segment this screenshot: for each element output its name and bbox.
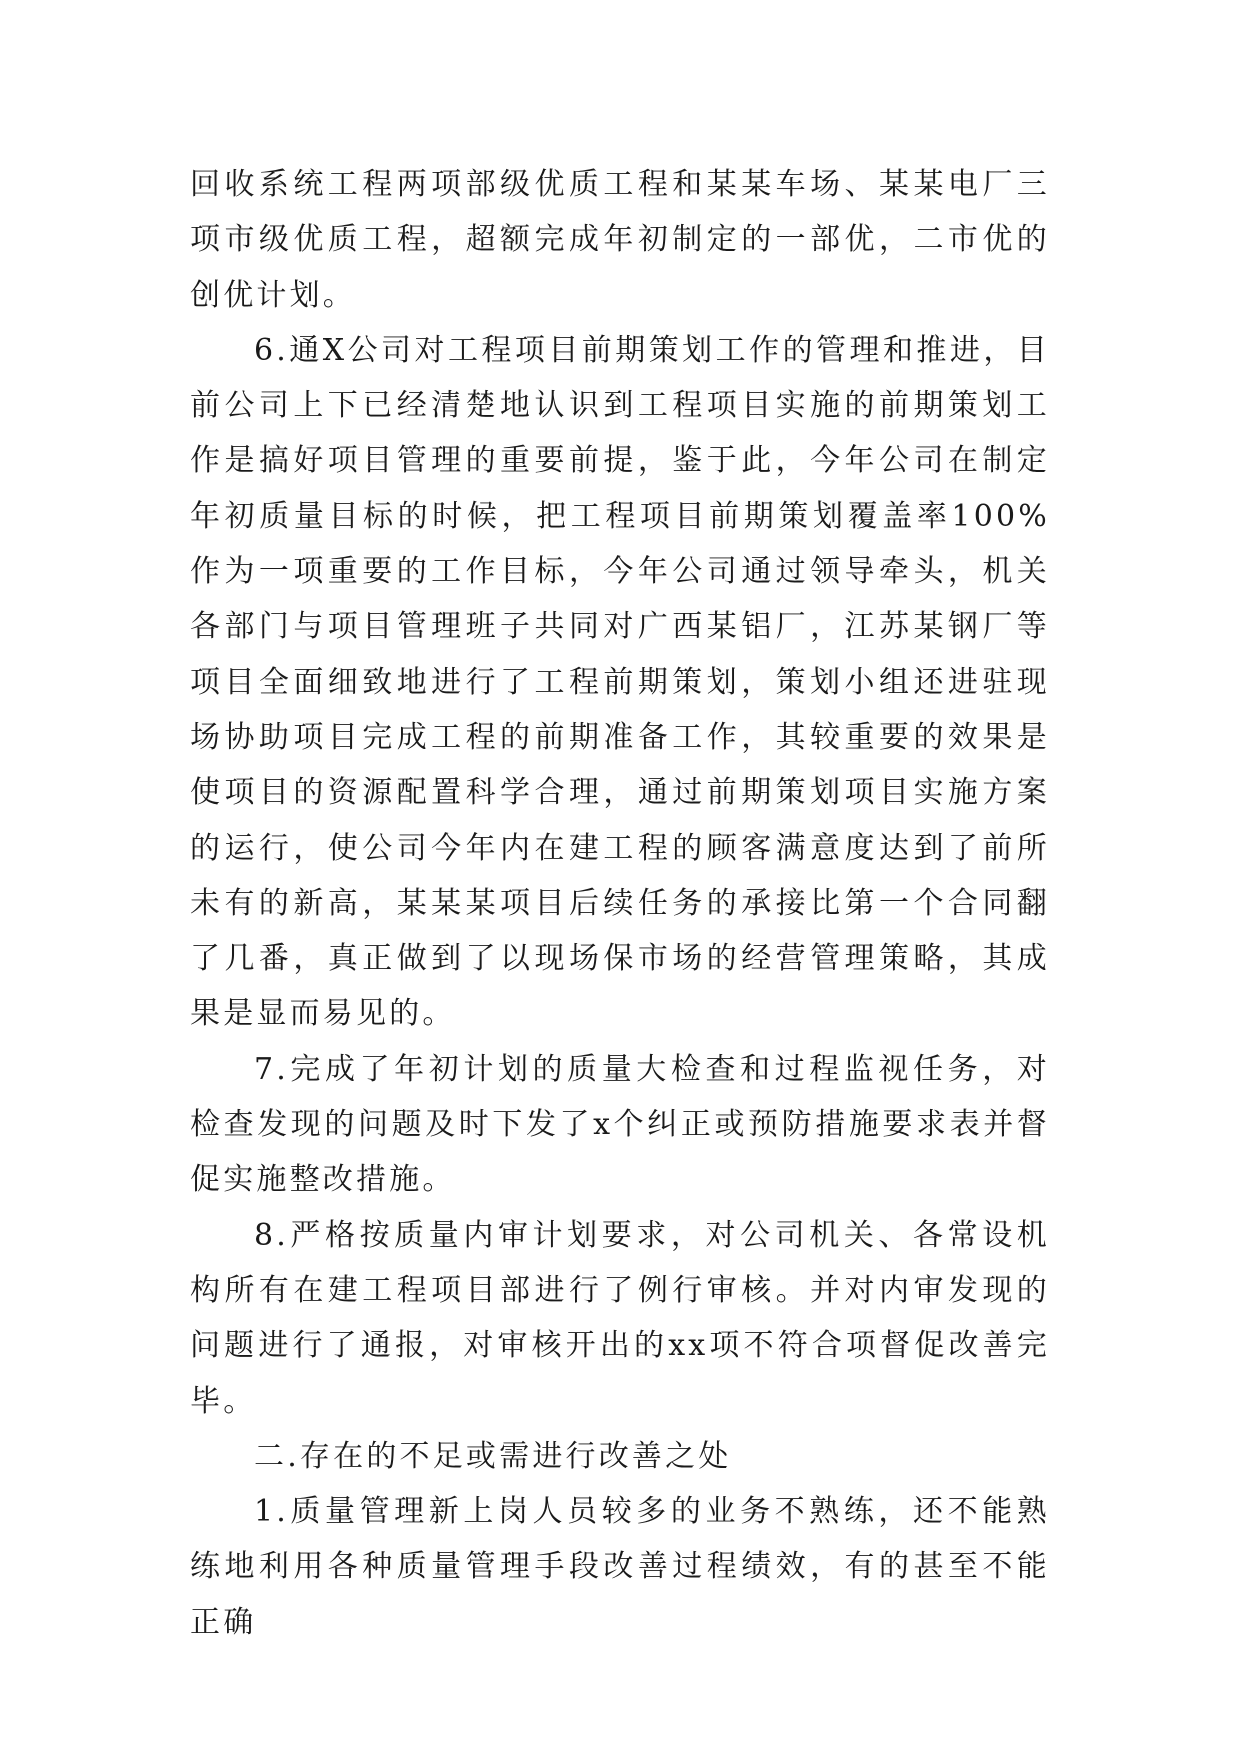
paragraph-continuation: 回收系统工程两项部级优质工程和某某车场、某某电厂三项市级优质工程，超额完成年初制定的一部优，二市优的创优计划。 [190, 167, 1050, 313]
paragraph-item-1: 1.质量管理新上岗人员较多的业务不熟练，还不能熟练地利用各种质量管理手段改善过程绩效，有的甚至不能正确 [190, 1494, 1050, 1640]
section-heading-2: 二.存在的不足或需进行改善之处 [254, 1438, 732, 1474]
document-body [190, 157, 1050, 1650]
paragraph-item-6: 6.通X公司对工程项目前期策划工作的管理和推进，目前公司上下已经清楚地认识到工程项目实施的前期策划工作是搞好项目管理的重要前提，鉴于此，今年公司在制定年初质量目标的时候，把工程项目前期策划覆盖率100%作为一项重要的工作目标，今年公司通过领导牵头，机关各部门与项目管理班子共同对广西某铝厂，江苏某钢厂等项目全面细致地进行了工程前期策划，策划小组还进驻现场协助项目完成工程的前期准备工作，其较重要的效果是使项目的资源配置科学合理，通过前期策划项目实施方案的运行，使公司今年内在建工程的顾客满意度达到了前所未有的新高，某某某项目后续任务的承接比第一个合同翻了几番，真正做到了以现场保市场的经营管理策略，其成果是显而易见的。 [190, 332, 1050, 1032]
paragraph-item-7: 7.完成了年初计划的质量大检查和过程监视任务，对检查发现的问题及时下发了x个纠正或预防措施要求表并督促实施整改措施。 [190, 1051, 1050, 1198]
paragraph-item-8: 8.严格按质量内审计划要求，对公司机关、各常设机构所有在建工程项目部进行了例行审核。并对内审发现的问题进行了通报，对审核开出的xx项不符合项督促改善完毕。 [190, 1217, 1050, 1419]
